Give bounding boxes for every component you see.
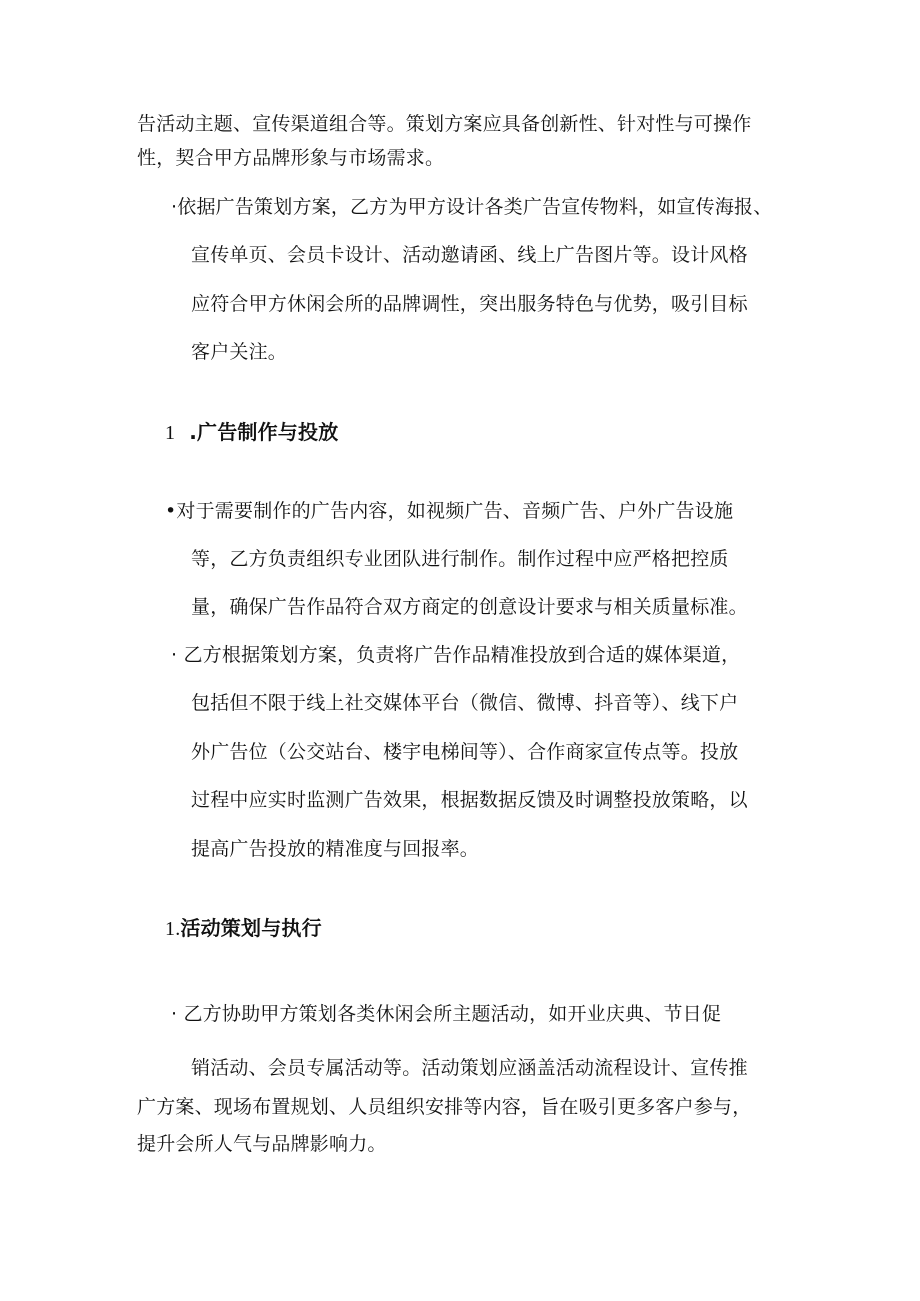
section-title: 活动策划与执行 (180, 916, 322, 940)
bullet-item-text: ·依据广告策划方案，乙方为甲方设计各类广告宣传物料，如宣传海报、 (171, 196, 773, 218)
body-text-line: 性，契合甲方品牌形象与市场需求。 (137, 147, 445, 169)
section-heading-ad-production (165, 418, 338, 447)
bullet-item-text: 过程中应实时监测广告效果，根据数据反馈及时调整投放策略，以 (191, 789, 748, 811)
bullet-item-text: 应符合甲方休闲会所的品牌调性，突出服务特色与优势，吸引目标 (191, 293, 748, 315)
bullet-item-text: · 乙方协助甲方策划各类休闲会所主题活动，如开业庆典、节日促 (171, 1003, 722, 1025)
bullet-item-text: 宣传单页、会员卡设计、活动邀请函、线上广告图片等。设计风格 (191, 244, 748, 266)
section-title: .广告制作与投放 (189, 420, 339, 444)
body-text-line: 提升会所人气与品牌影响力。 (137, 1133, 387, 1155)
bullet-item-text: 量，确保广告作品符合双方商定的创意设计要求与相关质量标准。 (191, 596, 748, 618)
body-text-line: 广方案、现场布置规划、人员组织安排等内容，旨在吸引更多客户参与， (137, 1096, 752, 1118)
bullet-item-text: 外广告位（公交站台、楼宇电梯间等）、合作商家宣传点等。投放 (191, 741, 739, 763)
bullet-item-text: 等，乙方负责组织专业团队进行制作。制作过程中应严格把控质 (191, 548, 729, 570)
bullet-item-text: · 乙方根据策划方案，负责将广告作品精准投放到合适的媒体渠道， (171, 644, 741, 666)
section-heading-event-planning (165, 914, 322, 943)
body-text-line: 告活动主题、宣传渠道组合等。策划方案应具备创新性、针对性与可操作 (137, 113, 752, 135)
bullet-item-text: 提高广告投放的精准度与回报率。 (191, 838, 480, 860)
bullet-item-text: 客户关注。 (191, 341, 288, 363)
bullet-item-text: 销活动、会员专属活动等。活动策划应涵盖活动流程设计、宣传推 (191, 1057, 748, 1079)
bullet-item-text: •对于需要制作的广告内容，如视频广告、音频广告、户外广告设施 (165, 500, 734, 522)
bullet-item-text: 包括但不限于线上社交媒体平台（微信、微博、抖音等）、线下户 (191, 692, 739, 714)
section-number: 1. (165, 918, 181, 940)
section-number: 1 (165, 422, 176, 444)
